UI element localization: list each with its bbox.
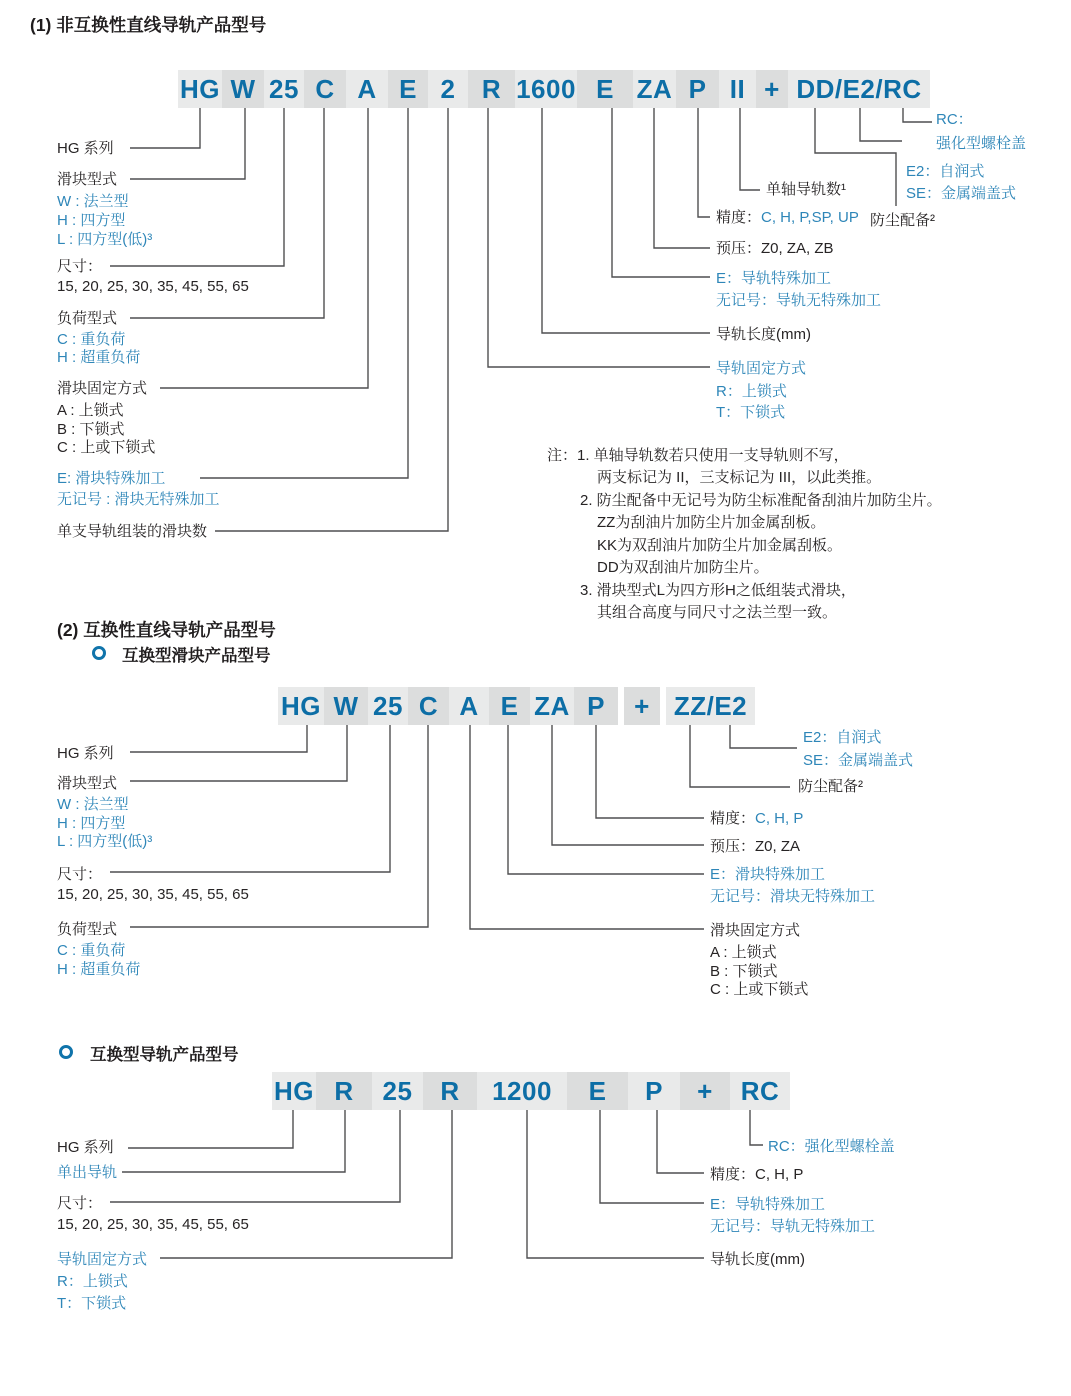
label-size-values: 15, 20, 25, 30, 35, 45, 55, 65 xyxy=(57,1216,249,1233)
code-segment: E xyxy=(567,1072,628,1110)
code-segment: 25 xyxy=(372,1072,423,1110)
section2-subtitle: 互换型滑块产品型号 xyxy=(122,647,271,665)
label-slide-fix-opt: B : 下锁式 xyxy=(710,963,778,980)
label-rc-1: RC： xyxy=(936,111,973,128)
label-size-values: 15, 20, 25, 30, 35, 45, 55, 65 xyxy=(57,886,249,903)
note-line: 2. 防尘配备中无记号为防尘标准配备刮油片加防尘片。 xyxy=(580,492,942,509)
label-rail-fix-opt: R：上锁式 xyxy=(716,383,787,400)
label-dust: 防尘配备² xyxy=(798,778,863,795)
label-block-count: 单支导轨组装的滑块数 xyxy=(57,523,208,540)
code-segment: P xyxy=(574,687,618,725)
label-load-type: 负荷型式 xyxy=(57,921,118,938)
note-line: ZZ为刮油片加防尘片加金属刮板。 xyxy=(597,514,826,531)
section3-subtitle: 互换型导轨产品型号 xyxy=(90,1046,239,1064)
code-segment: RC xyxy=(730,1072,790,1110)
label-load-opt: H : 超重负荷 xyxy=(57,349,141,366)
label-se: SE：金属端盖式 xyxy=(906,185,1017,202)
code-segment: HG xyxy=(178,70,222,108)
label-se: SE：金属端盖式 xyxy=(803,752,914,769)
label-rail-count: 单轴导轨数¹ xyxy=(766,181,846,198)
bullet-circle-icon xyxy=(59,1045,73,1059)
label-size: 尺寸： xyxy=(57,258,103,275)
label-rc-2: 强化型螺栓盖 xyxy=(936,135,1027,152)
bullet-circle-icon xyxy=(92,646,106,660)
code-segment: E xyxy=(489,687,530,725)
label-slide-type-opt: H : 四方型 xyxy=(57,212,126,229)
label-e2: E2：自润式 xyxy=(906,163,985,180)
label-rail-special-none: 无记号：导轨无特殊加工 xyxy=(710,1218,876,1235)
label-slide-special-none: 无记号 : 滑块无特殊加工 xyxy=(57,491,220,508)
code-segment: A xyxy=(449,687,489,725)
label-slide-fix-opt: B : 下锁式 xyxy=(57,421,125,438)
code-segment: 25 xyxy=(264,70,304,108)
note-line: 注：1. 单轴导轨数若只使用一支导轨则不写， xyxy=(547,447,849,464)
label-load-opt: H : 超重负荷 xyxy=(57,961,141,978)
label-load-opt: C : 重负荷 xyxy=(57,942,126,959)
label-rail-fix: 导轨固定方式 xyxy=(716,360,807,377)
label-rail-special: E：导轨特殊加工 xyxy=(710,1196,826,1213)
code-segment: II xyxy=(719,70,756,108)
code-segment: A xyxy=(346,70,388,108)
section2-title: (2) 互换性直线导轨产品型号 xyxy=(57,620,276,640)
code-segment: ZZ/E2 xyxy=(666,687,755,725)
code-segment: DD/E2/RC xyxy=(788,70,930,108)
code-segment: W xyxy=(222,70,264,108)
label-slide-fix: 滑块固定方式 xyxy=(710,922,801,939)
label-single-rail: 单出导轨 xyxy=(57,1164,118,1181)
label-slide-type-opt: W : 法兰型 xyxy=(57,193,129,210)
code-segment: + xyxy=(624,687,660,725)
label-size: 尺寸： xyxy=(57,1195,103,1212)
label-load-type: 负荷型式 xyxy=(57,310,118,327)
label-precision: 精度：C, H, P xyxy=(710,810,804,827)
label-slide-fix-opt: A : 上锁式 xyxy=(710,944,777,961)
section1-title: (1) 非互换性直线导轨产品型号 xyxy=(30,15,267,35)
code-segment: C xyxy=(304,70,346,108)
label-slide-fix-opt: C : 上或下锁式 xyxy=(710,981,809,998)
label-precision: 精度：C, H, P,SP, UP xyxy=(716,209,859,226)
code-segment: + xyxy=(756,70,788,108)
label-rail-fix-opt: T：下锁式 xyxy=(716,404,786,421)
label-size-values: 15, 20, 25, 30, 35, 45, 55, 65 xyxy=(57,278,249,295)
label-preload: 预压：Z0, ZA, ZB xyxy=(716,240,834,257)
note-line: 两支标记为 II，三支标记为 III，以此类推。 xyxy=(597,469,882,486)
label-series: HG 系列 xyxy=(57,745,114,762)
label-rail-length: 导轨长度(mm) xyxy=(710,1251,805,1268)
code-segment: 1200 xyxy=(477,1072,567,1110)
label-rail-fix-opt: T：下锁式 xyxy=(57,1295,127,1312)
code-segment: E xyxy=(577,70,633,108)
code-segment: P xyxy=(676,70,719,108)
code-segment: 2 xyxy=(428,70,468,108)
code-segment: HG xyxy=(272,1072,316,1110)
code-segment: HG xyxy=(278,687,324,725)
label-rc: RC：强化型螺栓盖 xyxy=(768,1138,895,1155)
label-load-opt: C : 重负荷 xyxy=(57,331,126,348)
label-rail-length: 导轨长度(mm) xyxy=(716,326,811,343)
code-segment: ZA xyxy=(530,687,574,725)
code-segment: R xyxy=(423,1072,477,1110)
label-slide-type: 滑块型式 xyxy=(57,171,118,188)
label-slide-type-opt: H : 四方型 xyxy=(57,815,126,832)
code-segment: R xyxy=(468,70,515,108)
label-slide-type-opt: W : 法兰型 xyxy=(57,796,129,813)
code-segment: 25 xyxy=(368,687,408,725)
code-segment: ZA xyxy=(633,70,676,108)
code-segment: R xyxy=(316,1072,372,1110)
label-e2: E2：自润式 xyxy=(803,729,882,746)
code-segment: W xyxy=(324,687,368,725)
label-slide-special: E: 滑块特殊加工 xyxy=(57,470,166,487)
label-slide-type-opt: L : 四方型(低)³ xyxy=(57,833,153,850)
label-slide-type: 滑块型式 xyxy=(57,775,118,792)
code-segment: 1600 xyxy=(515,70,577,108)
label-slide-fix-opt: C : 上或下锁式 xyxy=(57,439,156,456)
label-preload: 预压：Z0, ZA xyxy=(710,838,801,855)
label-slide-special-none: 无记号：滑块无特殊加工 xyxy=(710,888,876,905)
label-slide-special: E：滑块特殊加工 xyxy=(710,866,826,883)
label-dust: 防尘配备² xyxy=(870,212,935,229)
label-rail-special-none: 无记号：导轨无特殊加工 xyxy=(716,292,882,309)
label-rail-fix-opt: R：上锁式 xyxy=(57,1273,128,1290)
label-slide-fix-opt: A : 上锁式 xyxy=(57,402,124,419)
note-line: DD为双刮油片加防尘片。 xyxy=(597,559,769,576)
label-series: HG 系列 xyxy=(57,140,114,157)
code-segment: P xyxy=(628,1072,680,1110)
label-rail-special: E：导轨特殊加工 xyxy=(716,270,832,287)
code-segment: E xyxy=(388,70,428,108)
note-line: 3. 滑块型式L为四方形H之低组装式滑块， xyxy=(580,582,856,599)
label-precision: 精度：C, H, P xyxy=(710,1166,804,1183)
code-segment: C xyxy=(408,687,449,725)
code-segment: + xyxy=(680,1072,730,1110)
label-series: HG 系列 xyxy=(57,1139,114,1156)
label-slide-type-opt: L : 四方型(低)³ xyxy=(57,231,153,248)
label-slide-fix: 滑块固定方式 xyxy=(57,380,148,397)
note-line: KK为双刮油片加防尘片加金属刮板。 xyxy=(597,537,843,554)
note-line: 其组合高度与同尺寸之法兰型一致。 xyxy=(597,604,838,621)
label-rail-fix: 导轨固定方式 xyxy=(57,1251,148,1268)
label-size: 尺寸： xyxy=(57,866,103,883)
